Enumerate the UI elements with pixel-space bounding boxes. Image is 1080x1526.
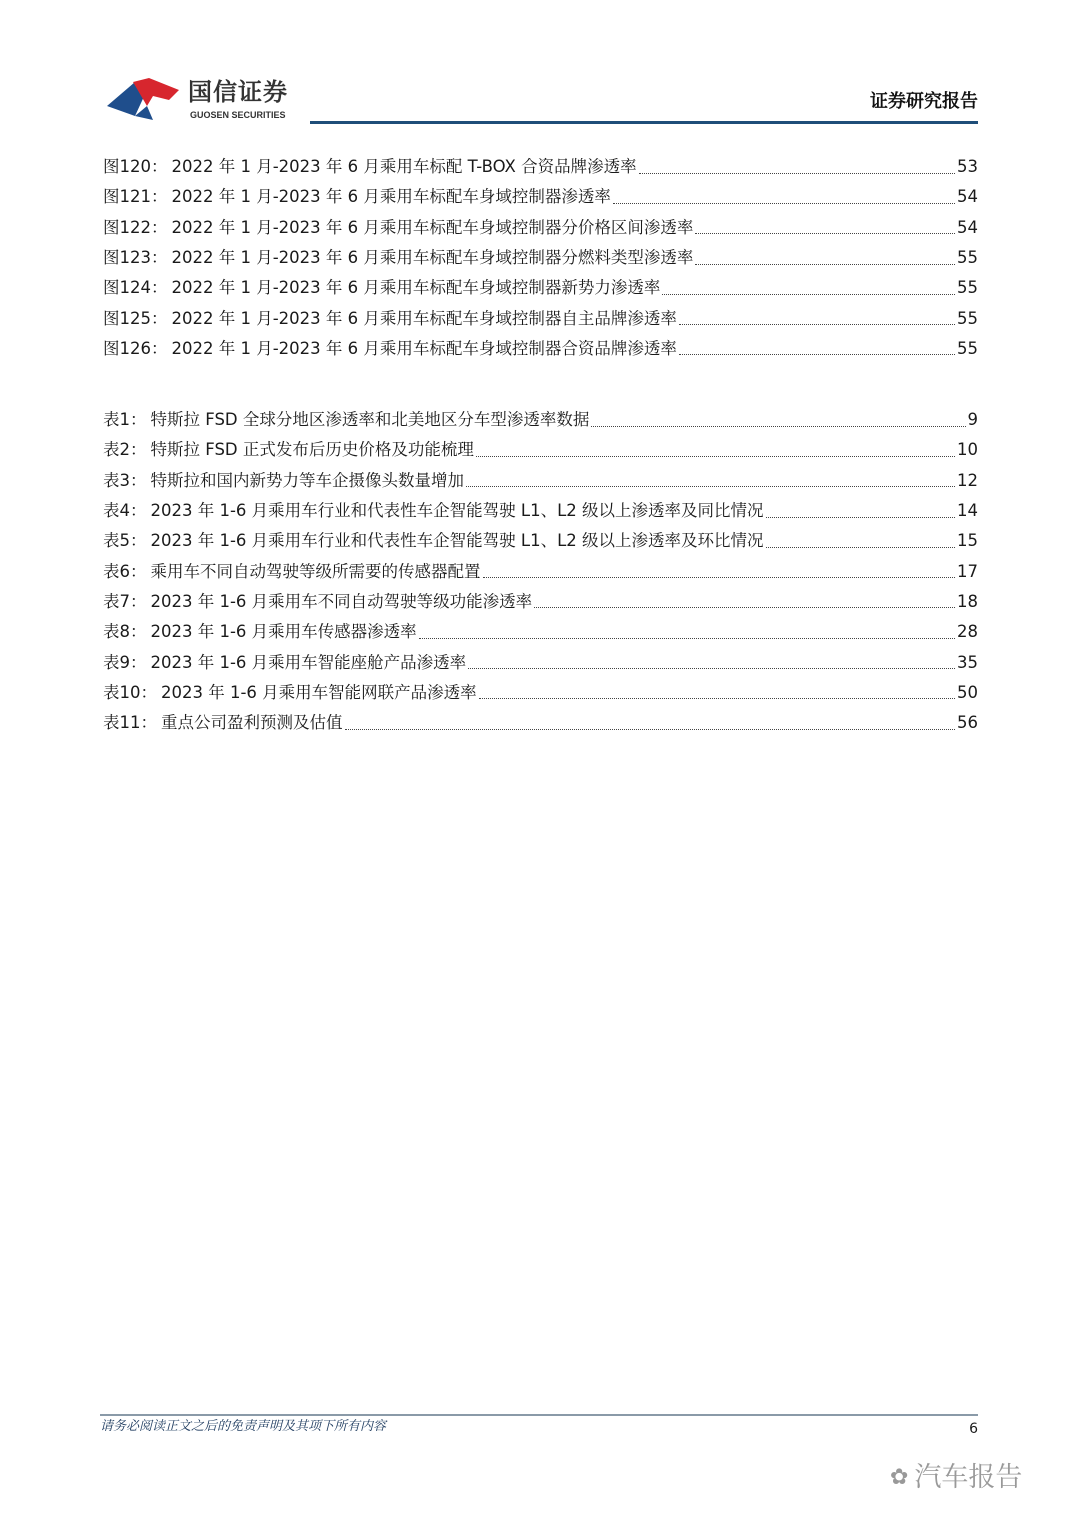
entry-label: 图125： <box>103 308 168 328</box>
logo-chinese-text: 国信证券 <box>188 78 288 106</box>
table-entry[interactable] <box>103 526 978 556</box>
dot-leader <box>639 173 955 174</box>
entry-label: 图120： <box>103 157 168 177</box>
entry-label: 图121： <box>103 187 168 207</box>
dot-leader <box>534 607 955 608</box>
table-entry[interactable] <box>103 587 978 617</box>
dot-leader <box>483 577 956 578</box>
footer-divider <box>100 1414 978 1416</box>
entry-page: 55 <box>957 248 978 268</box>
dot-leader <box>345 729 956 730</box>
dot-leader <box>679 324 955 325</box>
table-entry[interactable] <box>103 647 978 677</box>
entry-label: 表6： <box>103 561 147 581</box>
logo-english-text: GUOSEN SECURITIES <box>190 110 286 120</box>
entry-label: 表7： <box>103 591 147 611</box>
table-entry[interactable] <box>103 496 978 526</box>
entry-page: 17 <box>957 561 978 581</box>
entry-page: 54 <box>957 187 978 207</box>
dot-leader <box>613 203 955 204</box>
dot-leader <box>591 426 965 427</box>
table-entry[interactable] <box>103 435 978 465</box>
figure-entry[interactable] <box>103 273 978 303</box>
watermark <box>890 1460 1022 1496</box>
table-entry[interactable] <box>103 617 978 647</box>
dot-leader <box>419 638 955 639</box>
entry-label: 图123： <box>103 248 168 268</box>
entry-title: 重点公司盈利预测及估值 <box>161 713 343 733</box>
entry-label: 图122： <box>103 217 168 237</box>
table-entry[interactable] <box>103 405 978 435</box>
dot-leader <box>479 698 955 699</box>
entry-label: 表3： <box>103 470 147 490</box>
entry-label: 表11： <box>103 713 157 733</box>
table-entry[interactable] <box>103 708 978 738</box>
entry-label: 表8： <box>103 622 147 642</box>
figure-entry[interactable] <box>103 182 978 212</box>
dot-leader <box>766 517 955 518</box>
entry-page: 56 <box>957 713 978 733</box>
figure-entry[interactable] <box>103 334 978 364</box>
entry-label: 表5： <box>103 531 147 551</box>
entry-title: 2022 年 1 月-2023 年 6 月乘用车标配车身域控制器合资品牌渗透率 <box>171 338 677 358</box>
entry-title: 乘用车不同自动驾驶等级所需要的传感器配置 <box>150 561 481 581</box>
entry-title: 2022 年 1 月-2023 年 6 月乘用车标配车身域控制器自主品牌渗透率 <box>171 308 677 328</box>
figure-entry[interactable] <box>103 243 978 273</box>
entry-page: 28 <box>957 622 978 642</box>
dot-leader <box>679 354 955 355</box>
dot-leader <box>766 547 955 548</box>
entry-page: 9 <box>967 410 978 430</box>
entry-title: 2022 年 1 月-2023 年 6 月乘用车标配车身域控制器新势力渗透率 <box>171 278 661 298</box>
table-entry[interactable] <box>103 678 978 708</box>
entry-page: 55 <box>957 278 978 298</box>
figure-list <box>103 152 978 364</box>
entry-label: 图126： <box>103 338 168 358</box>
dot-leader <box>662 294 955 295</box>
entry-page: 50 <box>957 682 978 702</box>
entry-page: 55 <box>957 338 978 358</box>
entry-label: 图124： <box>103 278 168 298</box>
header-divider <box>310 121 978 124</box>
dot-leader <box>476 456 955 457</box>
entry-label: 表2： <box>103 440 147 460</box>
entry-page: 15 <box>957 531 978 551</box>
report-type-title: 证券研究报告 <box>870 91 978 112</box>
entry-page: 14 <box>957 501 978 521</box>
entry-label: 表10： <box>103 682 157 702</box>
wechat-icon: ✿ <box>890 1465 909 1490</box>
figure-entry[interactable] <box>103 152 978 182</box>
entry-title: 2022 年 1 月-2023 年 6 月乘用车标配 T-BOX 合资品牌渗透率 <box>171 157 637 177</box>
entry-title: 2022 年 1 月-2023 年 6 月乘用车标配车身域控制器渗透率 <box>171 187 611 207</box>
entry-page: 35 <box>957 652 978 672</box>
entry-title: 2023 年 1-6 月乘用车传感器渗透率 <box>150 622 417 642</box>
table-entry[interactable] <box>103 466 978 496</box>
entry-page: 12 <box>957 470 978 490</box>
page-number: 6 <box>969 1421 978 1437</box>
entry-title: 2023 年 1-6 月乘用车不同自动驾驶等级功能渗透率 <box>150 591 533 611</box>
entry-page: 55 <box>957 308 978 328</box>
entry-title: 2023 年 1-6 月乘用车智能网联产品渗透率 <box>161 682 477 702</box>
dot-leader <box>468 668 955 669</box>
dot-leader <box>695 264 955 265</box>
entry-title: 特斯拉 FSD 正式发布后历史价格及功能梳理 <box>150 440 474 460</box>
dot-leader <box>466 486 955 487</box>
entry-title: 2023 年 1-6 月乘用车行业和代表性车企智能驾驶 L1、L2 级以上渗透率及同比情况 <box>150 501 764 521</box>
entry-label: 表1： <box>103 410 147 430</box>
watermark-text: 汽车报告 <box>914 1462 1023 1493</box>
entry-title: 特斯拉和国内新势力等车企摄像头数量增加 <box>150 470 464 490</box>
table-entry[interactable] <box>103 556 978 586</box>
entry-title: 2022 年 1 月-2023 年 6 月乘用车标配车身域控制器分燃料类型渗透率 <box>171 248 694 268</box>
entry-page: 18 <box>957 591 978 611</box>
footer-disclaimer: 请务必阅读正文之后的免责声明及其项下所有内容 <box>100 1419 387 1434</box>
entry-title: 2023 年 1-6 月乘用车行业和代表性车企智能驾驶 L1、L2 级以上渗透率及环比情况 <box>150 531 764 551</box>
figure-entry[interactable] <box>103 213 978 243</box>
dot-leader <box>695 233 955 234</box>
entry-page: 53 <box>957 157 978 177</box>
table-list <box>103 405 978 738</box>
entry-page: 54 <box>957 217 978 237</box>
entry-title: 2022 年 1 月-2023 年 6 月乘用车标配车身域控制器分价格区间渗透率 <box>171 217 694 237</box>
entry-title: 2023 年 1-6 月乘用车智能座舱产品渗透率 <box>150 652 467 672</box>
entry-title: 特斯拉 FSD 全球分地区渗透率和北美地区分车型渗透率数据 <box>150 410 590 430</box>
entry-label: 表4： <box>103 501 147 521</box>
entry-label: 表9： <box>103 652 147 672</box>
figure-entry[interactable] <box>103 303 978 333</box>
entry-page: 10 <box>957 440 978 460</box>
